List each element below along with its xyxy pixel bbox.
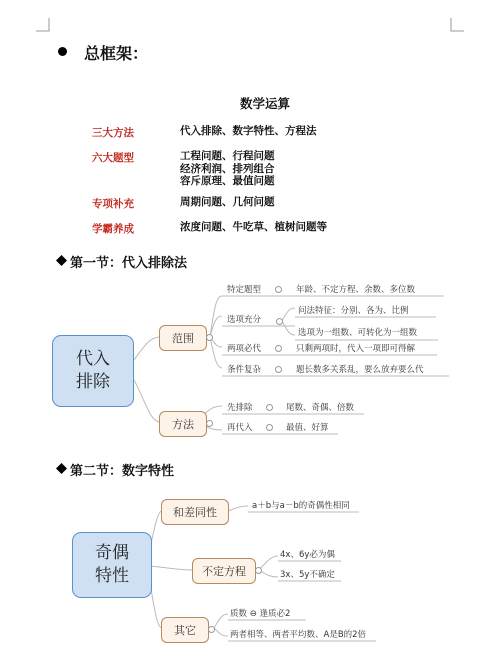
overview-title: 数学运算 (239, 96, 290, 111)
mindmap-root-node: 代入 排除 (52, 335, 134, 407)
mindmap-leaf-label: 两项必代 (227, 344, 262, 354)
mindmap-leaf-detail: 3x、5y不确定 (280, 570, 335, 580)
mindmap-leaf-label: 选项充分 (227, 315, 262, 325)
mindmap-branch-node: 不定方程 (192, 558, 256, 584)
section1-title: 第一节：代入排除法 (70, 256, 188, 271)
mindmap-branch-node: 其它 (161, 617, 209, 643)
section2-title: 第二节：数字特性 (70, 464, 175, 479)
mindmap-leaf-detail: 问法特征：分别、各为、比例 (298, 306, 409, 316)
overview-label: 三大方法 (92, 127, 134, 139)
mindmap-leaf-detail: 年龄、不定方程、余数、多位数 (296, 285, 416, 295)
mindmap-leaf-detail: 题长数多关系乱，要么放弃要么代 (296, 365, 424, 375)
mindmap-leaf-detail: 选项为一组数、可转化为一组数 (298, 328, 418, 338)
mindmap-leaf-label: 再代入 (227, 423, 253, 433)
mindmap-leaf-detail: a＋b与a－b的奇偶性相同 (252, 501, 350, 511)
overview-desc: 工程问题、行程问题 经济利润、排列组合 容斥原理、最值问题 (180, 150, 275, 187)
mindmap-branch-node: 和差同性 (161, 499, 229, 525)
overview-label: 学霸养成 (92, 223, 134, 235)
mindmap-leaf-label: 特定题型 (227, 285, 262, 295)
mindmap-leaf-detail: 质数 ⊖ 逢质必2 (230, 609, 291, 619)
overview-label: 六大题型 (92, 152, 134, 164)
overview-desc: 代入排除、数字特性、方程法 (180, 125, 317, 137)
mindmap-leaf-detail: 4x、6y必为偶 (280, 550, 335, 560)
mindmap-leaf-detail: 尾数、奇偶、倍数 (286, 403, 355, 413)
mindmap-leaf-detail: 只剩两项时，代入一项即可得解 (296, 344, 416, 354)
page-title: 总框架： (84, 44, 149, 63)
mindmap-branch-node: 范围 (159, 325, 207, 351)
overview-desc: 周期问题、几何问题 (180, 196, 275, 208)
mindmap-leaf-detail: 两者相等、两者平均数、A是B的2倍 (230, 630, 367, 640)
mindmap-leaf-label: 先排除 (227, 403, 253, 413)
mindmap-branch-node: 方法 (159, 411, 207, 437)
mindmap-leaf-label: 条件复杂 (227, 365, 262, 375)
collapse-toggle-icon (255, 567, 262, 574)
collapse-toggle-icon (208, 626, 215, 633)
mindmap-leaf-detail: 最值、好算 (286, 423, 329, 433)
mindmap-root-node: 奇偶 特性 (72, 532, 152, 598)
overview-desc: 浓度问题、牛吃草、植树问题等 (180, 221, 327, 233)
overview-label: 专项补充 (92, 198, 134, 210)
